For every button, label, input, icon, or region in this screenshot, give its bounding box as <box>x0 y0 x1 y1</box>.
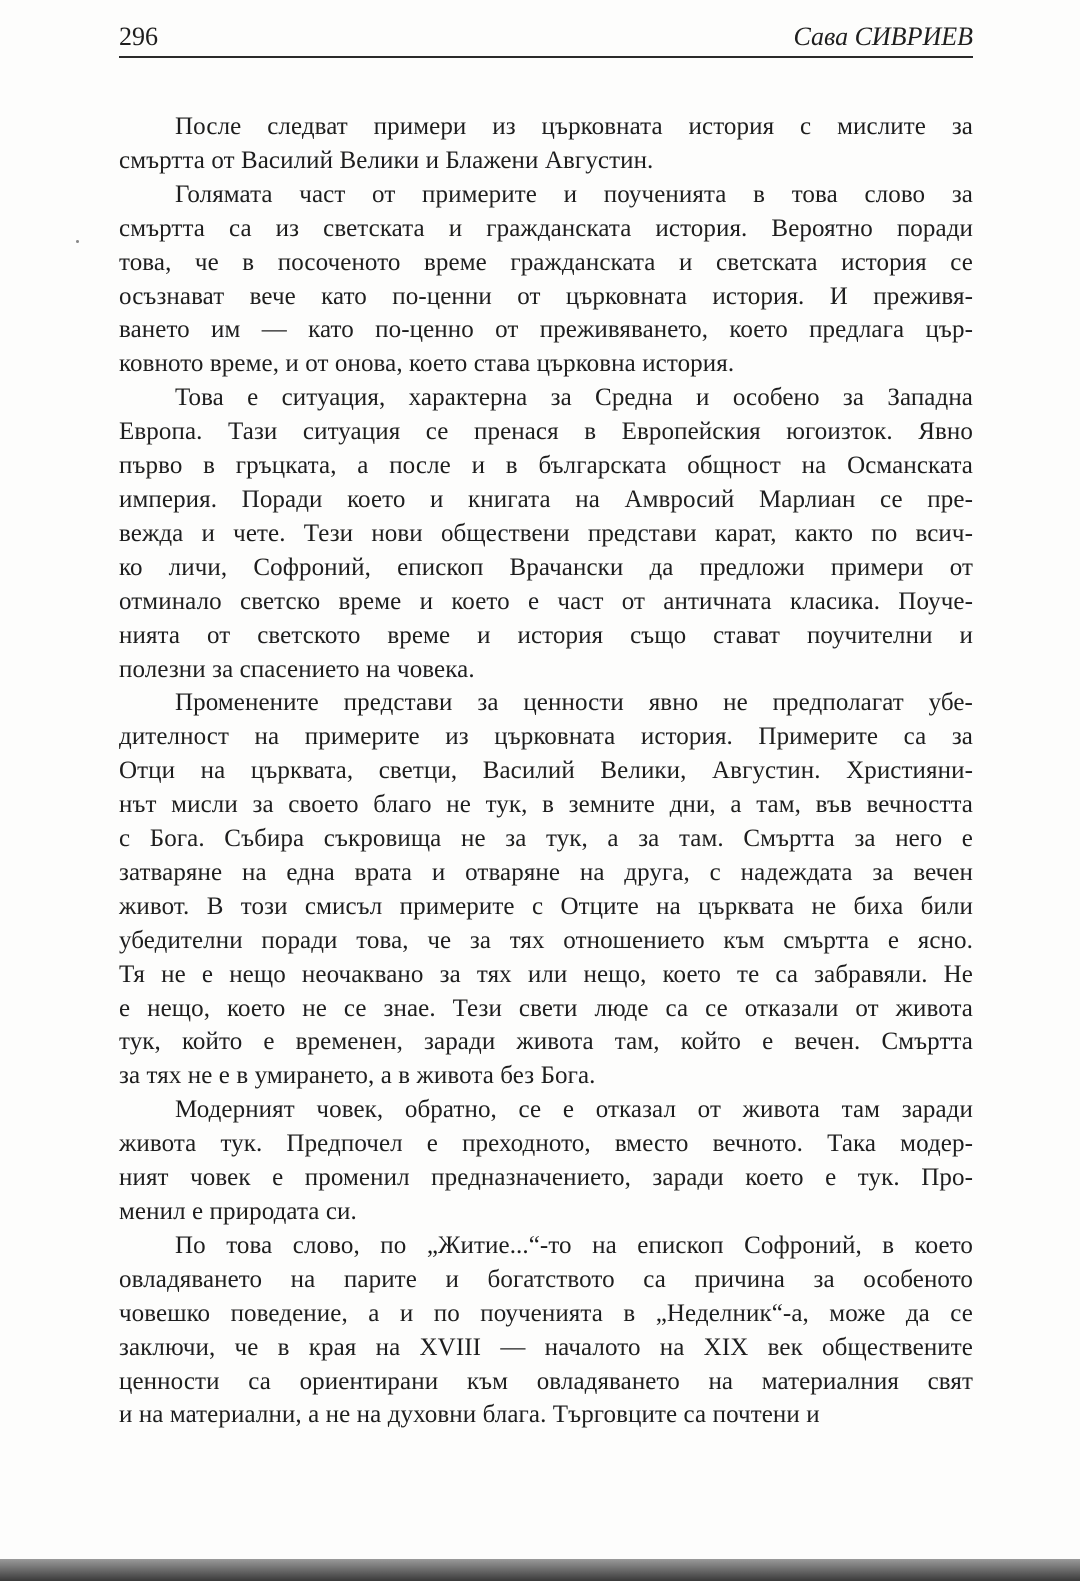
text-line: нията от светското време и история също стават поучителни и <box>119 621 973 649</box>
text-line: Тя не е нещо неочаквано за тях или нещо, което те са забравяли. Не <box>119 960 973 988</box>
text-line: тук, който е временен, заради живота там, който е вечен. Смъртта <box>119 1028 973 1056</box>
text-line: затваряне на една врата и отваряне на друга, с надеждата за вечен <box>119 858 973 886</box>
paragraph <box>119 1093 973 1229</box>
text-line: Отци на църквата, светци, Василий Велики, Августин. Християни- <box>119 757 973 785</box>
running-header <box>119 20 973 58</box>
text-line: империя. Поради което и книгата на Амвросий Марлиан се пре- <box>119 485 973 513</box>
text-line: смъртта от Василий Велики и Блажени Августин. <box>119 146 654 174</box>
text-line: менил е природата си. <box>119 1198 357 1225</box>
text-line: Модерният човек, обратно, се е отказал от живота там заради <box>175 1096 973 1124</box>
text-line: нът мисли за своето благо не тук, в земните дни, а там, във вечността <box>119 791 973 819</box>
text-line: ковното време, и от онова, което става църковна история. <box>119 350 735 378</box>
text-line: заключи, че в края на XVIII — началото на XIX век обществените <box>119 1333 973 1361</box>
text-line: и на материални, а не на духовни блага. Търговците са почтени и <box>119 1401 820 1429</box>
paragraph <box>119 686 973 1093</box>
text-line: живот. В този смисъл примерите с Отците на църквата не биха били <box>119 892 973 920</box>
text-line: Това е ситуация, характерна за Средна и особено за Западна <box>175 384 973 412</box>
text-line: първо в гръцката, а после и в българската общност на Османската <box>119 452 973 480</box>
paragraph <box>119 1229 973 1432</box>
text-line: отминало светско време и което е част от античната класика. Поуче- <box>119 587 973 615</box>
author-name: Сава СИВРИЕВ <box>793 22 973 51</box>
paragraph <box>119 178 973 381</box>
text-line: полезни за спасението на човека. <box>119 655 475 683</box>
print-speck <box>76 240 79 243</box>
text-line: с Бога. Събира съкровища не за тук, а за там. Смъртта за него е <box>119 825 973 853</box>
text-line: После следват примери из църковната история с мислите за <box>175 113 973 140</box>
body-text <box>119 110 973 1432</box>
page-bottom-edge <box>0 1559 1080 1581</box>
page-number: 296 <box>119 22 158 51</box>
text-line: Европа. Тази ситуация се пренася в Европейския югоизток. Явно <box>119 418 973 446</box>
text-line: По това слово, по „Житие...“-то на епископ Софроний, в което <box>175 1231 973 1259</box>
text-line: смъртта са из светската и гражданската история. Вероятно поради <box>119 214 973 242</box>
text-line: ко личи, Софроний, епископ Врачански да предложи примери от <box>119 553 973 581</box>
text-line: човешко поведение, а и по поученията в „Неделник“-а, може да се <box>119 1299 973 1327</box>
text-line: ценности са ориентирани към овладяването на материалния свят <box>119 1367 973 1395</box>
paragraph <box>119 381 973 686</box>
text-line: живота тук. Предпочел е преходното, вместо вечното. Така модер- <box>119 1130 973 1158</box>
text-line: осъзнават вече като по-ценни от църковната история. И преживя- <box>119 282 973 310</box>
text-line: вежда и чете. Тези нови обществени представи карат, както по всич- <box>119 519 973 547</box>
text-line: ният човек е променил предназначението, заради което е тук. Про- <box>119 1164 973 1192</box>
text-line: овладяването на парите и богатството са причина за особеното <box>119 1265 973 1293</box>
text-line: това, че в посоченото време гражданската и светската история се <box>119 248 973 276</box>
text-line: е нещо, което не се знае. Тези свети люде са се отказали от живота <box>119 994 973 1022</box>
text-line: Голямата част от примерите и поученията в това слово за <box>175 180 973 208</box>
text-line: Променените представи за ценности явно не предполагат убе- <box>175 689 973 717</box>
text-line: ването им — като по-ценно от преживяването, което предлага цър- <box>119 316 973 344</box>
text-line: убедителни поради това, че за тях отношението към смъртта е ясно. <box>119 926 973 954</box>
text-line: за тях не е в умирането, а в живота без Бога. <box>119 1062 596 1090</box>
paragraph <box>119 110 973 178</box>
text-line: дителност на примерите из църковната история. Примерите са за <box>119 723 973 751</box>
